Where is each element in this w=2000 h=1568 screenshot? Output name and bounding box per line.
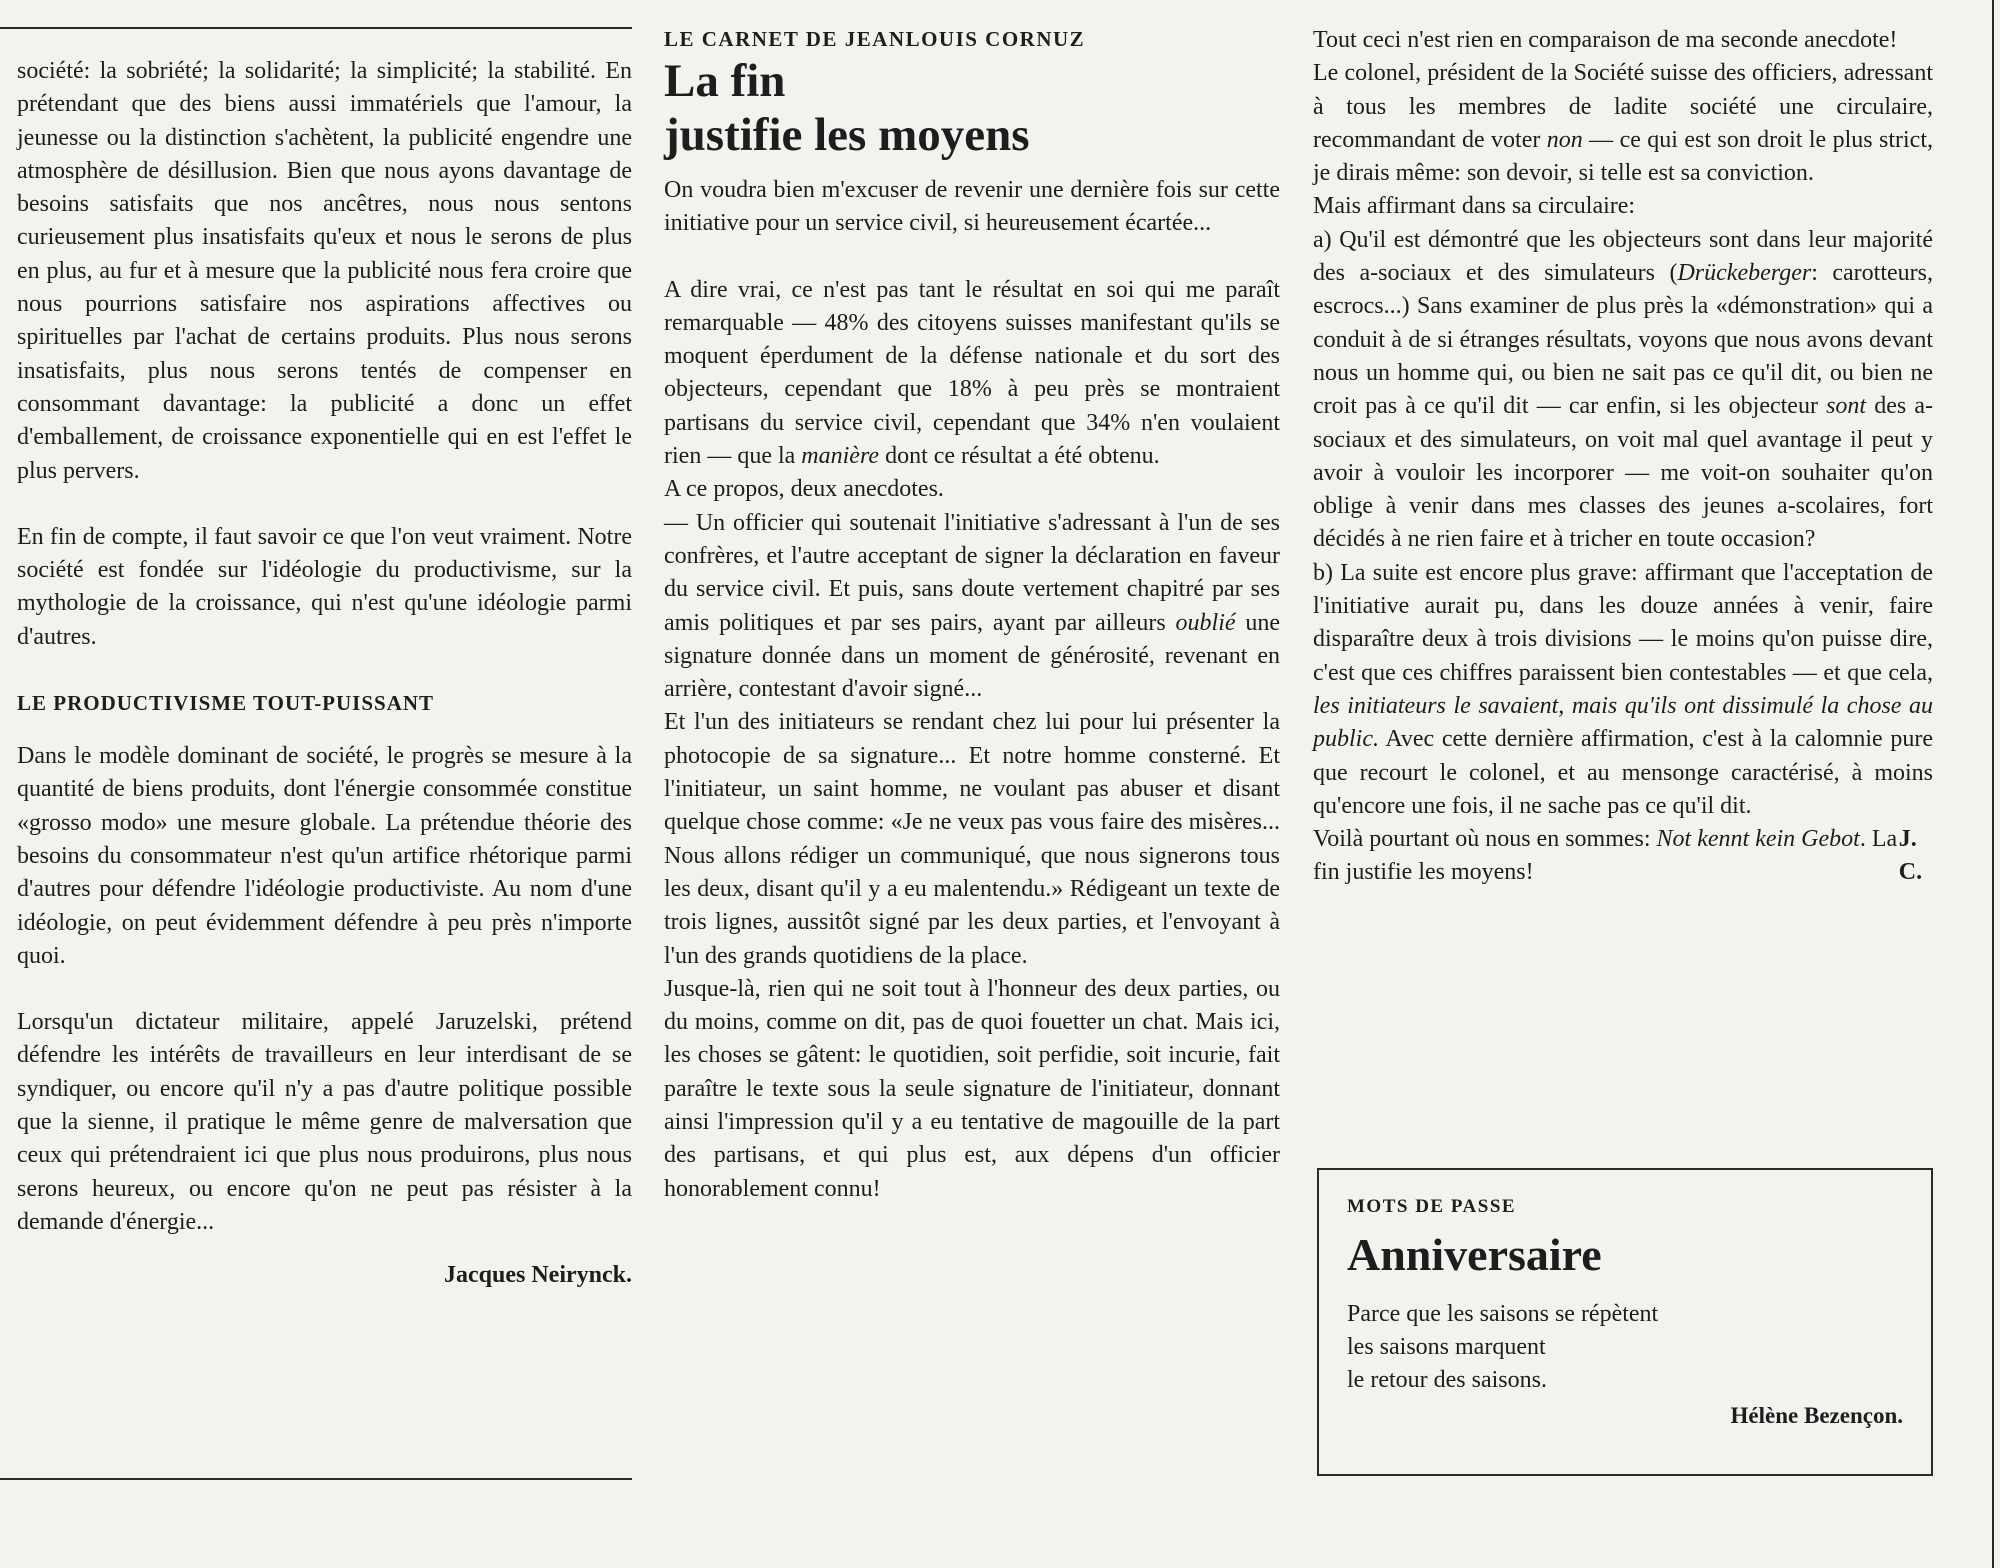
box-kicker: MOTS DE PASSE bbox=[1347, 1196, 1517, 1217]
right-edge-rule bbox=[1992, 0, 1994, 1568]
top-rule-left bbox=[0, 27, 632, 29]
paragraph: Dans le modèle dominant de société, le progrès se mesure à la quantité de biens produits, dont l'énergie consommée constitue «grosso modo» une mesure globale. La prétendue théorie des besoins du consommateur n'est qu'un artifice rhétorique parmi d'autres pour défendre l'idéologie productiviste. Au nom d'une idéologie, on peut évidemment défendre à peu près n'importe quoi. bbox=[17, 743, 632, 969]
section-subhead: LE PRODUCTIVISME TOUT-PUISSANT bbox=[17, 691, 435, 716]
poem-title: Anniversaire bbox=[1347, 1229, 1602, 1280]
author-signature: Jacques Neirynck. bbox=[444, 1262, 632, 1289]
paragraph: b) La suite est encore plus grave: affirmant que l'acceptation de l'initiative aurait pu, dans les douze années à venir, faire disparaître deux à trois divisions — le moins qu'on puisse dire, c'est que ces chiffres paraissent bien contestables — et que cela, les initiateurs le savaient, mais qu'ils ont dissimulé la chose au public. Avec cette dernière affirmation, c'est à la calomnie pure que recourt le colonel, et au mensonge caractérisé, à moins qu'encore une fois, il ne sache pas ce qu'il dit. bbox=[1313, 559, 1933, 819]
poem-box bbox=[1317, 1168, 1933, 1476]
paragraph: A dire vrai, ce n'est pas tant le résultat en soi qui me paraît remarquable — 48% des citoyens suisses manifestant qu'ils se moquent éperdument de la défense nationale et du sort des objecteurs, cependant que 18% à peu près se montraient partisans du service civil, cependant que 34% n'en voulaient rien — que la manière dont ce résultat a été obtenu. bbox=[664, 276, 1280, 470]
poem-line: le retour des saisons. bbox=[1347, 1367, 1547, 1393]
middle-column bbox=[664, 24, 1280, 1206]
poem-body bbox=[1347, 1298, 1903, 1397]
headline-line: La fin bbox=[664, 55, 786, 107]
paragraph: Jusque-là, rien qui ne soit tout à l'honneur des deux parties, ou du moins, comme on dit, pas de quoi fouetter un chat. Mais ici, les choses se gâtent: le quotidien, soit perfidie, soit incurie, fait paraître le texte sous la seule signature de l'initiateur, donnant ainsi l'impression qu'il y a eu tentative de magouille de la part des partisans, et qui plus est, aux dépens d'un officier honorablement connu! bbox=[664, 975, 1280, 1202]
paragraph: A ce propos, deux anecdotes. bbox=[664, 476, 944, 503]
poem-signature: Hélène Bezençon. bbox=[1730, 1403, 1903, 1428]
left-column bbox=[17, 55, 632, 1293]
closing-line bbox=[1313, 823, 1933, 890]
intro-paragraph: On voudra bien m'excuser de revenir une dernière fois sur cette initiative pour un service civil, si heureusement écartée... bbox=[664, 177, 1280, 237]
paragraph: Et l'un des initiateurs se rendant chez lui pour lui présenter la photocopie de sa signature... Et notre homme consterné. Et l'initiateur, un saint homme, ne voulant pas abuser et disant quelque chose comme: «Je ne veux pas vous faire des misères... Nous allons rédiger un communiqué, que nous signerons tous les deux, disant qu'il y a eu malentendu.» Rédigeant un texte de trois lignes, aussitôt signé par les deux parties, et l'envoyant à l'un des grands quotidiens de la place. bbox=[664, 709, 1280, 969]
poem-line: Parce que les saisons se répètent bbox=[1347, 1301, 1659, 1327]
paragraph: Tout ceci n'est rien en comparaison de ma seconde anecdote! bbox=[1313, 27, 1898, 53]
paragraph: — Un officier qui soutenait l'initiative s'adressant à l'un de ses confrères, et l'autre acceptant de signer la déclaration en faveur du service civil. Et puis, sans doute vertement chapitré par ses amis politiques et par ses pairs, ayant par ailleurs oublié une signature donnée dans un moment de générosité, revenant en arrière, contestant d'avoir signé... bbox=[664, 509, 1280, 703]
column-kicker: LE CARNET DE JEANLOUIS CORNUZ bbox=[664, 27, 1086, 51]
closing-text: Voilà pourtant où nous en sommes: Not kennt kein Gebot. La fin justifie les moyens! bbox=[1313, 826, 1898, 886]
paragraph: En fin de compte, il faut savoir ce que l'on veut vraiment. Notre société est fondée sur l'idéologie du productivisme, sur la mythologie de la croissance, qui n'est qu'une idéologie parmi d'autres. bbox=[17, 523, 632, 650]
bottom-rule-left bbox=[0, 1478, 632, 1480]
paragraph: société: la sobriété; la solidarité; la simplicité; la stabilité. En prétendant que des biens aussi immatériels que l'amour, la jeunesse ou la distinction s'achètent, la publicité engendre une atmosphère de désillusion. Bien que nous ayons davantage de besoins satisfaits que nos ancêtres, nous nous sentons curieusement plus insatisfaits qu'eux et nous le serons de plus en plus, au fur et à mesure que la publicité nous fera croire que nous pourrions satisfaire nos aspirations affectives ou spirituelles par l'achat de certains produits. Plus nous serons insatisfaits, plus nous serons tentés de compenser en consommant davantage: la publicité a donc un effet d'emballement, de croissance exponentielle qui en est l'effet le plus pervers. bbox=[17, 58, 632, 484]
author-initials: J. C. bbox=[1898, 826, 1923, 886]
paragraph: Le colonel, président de la Société suisse des officiers, adressant à tous les membres de ladite société une circulaire, recommandant de voter non — ce qui est son droit le plus strict, je dirais même: son devoir, si telle est sa conviction. bbox=[1313, 60, 1933, 187]
headline-line: justifie les moyens bbox=[664, 109, 1030, 161]
poem-line: les saisons marquent bbox=[1347, 1334, 1546, 1360]
paragraph: Mais affirmant dans sa circulaire: bbox=[1313, 193, 1636, 220]
paragraph: a) Qu'il est démontré que les objecteurs sont dans leur majorité des a-sociaux et des simulateurs (Drückeberger: carotteurs, escrocs...) Sans examiner de plus près la «démonstration» qui a conduit à de si étranges résultats, voyons que nous avons devant nous un homme qui, ou bien ne sait pas ce qu'il dit, ou bien ne croit pas à ce qu'il dit — car enfin, si les objecteur sont des a-sociaux et des simulateurs, on voit mal quel avantage il peut y avoir à vouloir les incorporer — me voit-on souhaiter qu'on oblige à venir dans mes classes des jeunes a-scolaires, fort décidés à ne rien faire et à tricher en toute occasion? bbox=[1313, 226, 1933, 553]
paragraph: Lorsqu'un dictateur militaire, appelé Jaruzelski, prétend défendre les intérêts de travailleurs en leur interdisant de se syndiquer, ou encore qu'il n'y a pas d'autre politique possible que la sienne, il pratique le même genre de malversation que ceux qui prétendraient ici que plus nous produirons, plus nous serons heureux, ou encore qu'on ne peut pas résister à la demande d'énergie... bbox=[17, 1009, 632, 1235]
right-column bbox=[1313, 24, 1933, 890]
article-headline bbox=[664, 54, 1280, 162]
